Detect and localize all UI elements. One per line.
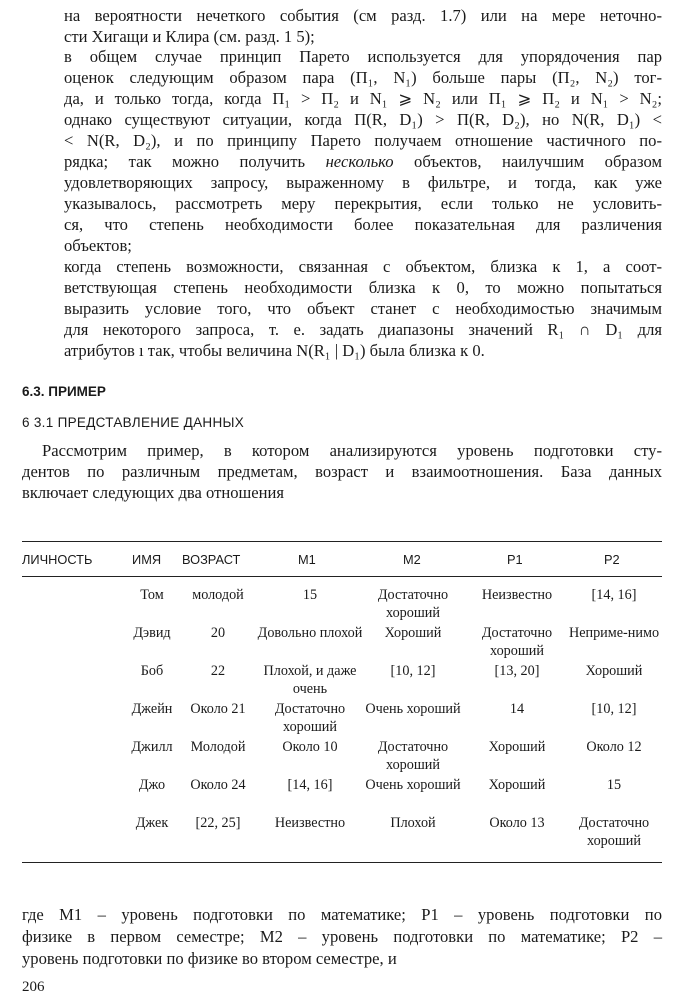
text-fragment: рядка; так можно получить xyxy=(64,152,306,171)
table-header-rule xyxy=(22,576,662,577)
text-line: атрибутов ı так, чтобы величина N(R₁ | D₁) была близка к 0. xyxy=(64,341,485,360)
table-cell: Достаточно хороший xyxy=(274,701,346,735)
table-cell: Джейн xyxy=(131,701,173,717)
subsection-title: 6 3.1 ПРЕДСТАВЛЕНИЕ ДАННЫХ xyxy=(22,415,245,430)
table-cell: Том xyxy=(140,587,164,603)
table-cell: Хороший xyxy=(585,663,643,679)
table-cell: [14, 16] xyxy=(591,587,637,603)
text-line: где M1 – уровень подготовки по математике; P1 – уровень подготовки по xyxy=(22,905,662,924)
text-line: на вероятности нечеткого события (см разд. 1.7) или на мере неточно- xyxy=(64,6,662,25)
table-cell: Джилл xyxy=(131,739,173,755)
table-cell: Дэвид xyxy=(133,625,171,641)
table-cell: Молодой xyxy=(190,739,246,755)
column-header: P2 xyxy=(604,552,620,567)
text-line: удовлетворяющих запросу, выраженному в фильтре, и тогда, как уже xyxy=(64,173,662,192)
table-cell: молодой xyxy=(192,587,244,603)
column-header: ВОЗРАСТ xyxy=(182,552,241,567)
table-cell: Плохой, и даже очень xyxy=(263,663,357,697)
table-bottom-rule xyxy=(22,862,662,863)
text-line: в общем случае принцип Парето используется для упорядочения пар xyxy=(64,47,662,66)
column-header: M2 xyxy=(403,552,421,567)
table-cell: Неприме-нимо xyxy=(568,625,660,641)
text-line: ветствующая степень необходимости близка к 0, то можно попытаться xyxy=(64,278,662,297)
column-header: ЛИЧНОСТЬ xyxy=(22,552,93,567)
table-cell: [10, 12] xyxy=(591,701,637,717)
text-line: сти Хигащи и Клира (см. разд. 1 5); xyxy=(64,27,315,46)
section-title: 6.3. ПРИМЕР xyxy=(22,384,106,399)
table-cell: Около 10 xyxy=(282,739,338,755)
text-fragment: объектов, наилучшим образом xyxy=(414,152,662,171)
table-cell: Хороший xyxy=(384,625,442,641)
text-line: да, и только тогда, когда Π₁ > Π₂ и N₁ ⩾ N₂ или Π₁ ⩾ Π₂ и N₁ > N₂; xyxy=(64,89,662,108)
column-header: P1 xyxy=(507,552,523,567)
table-cell: Около 12 xyxy=(586,739,642,755)
table-cell: 15 xyxy=(606,777,622,793)
text-line: Рассмотрим пример, в котором анализируются уровень подготовки сту- xyxy=(42,441,662,460)
text-line: оценок следующим образом пара (Π₁, N₁) больше пары (Π₂, N₂) тог- xyxy=(64,68,662,87)
table-cell: [22, 25] xyxy=(195,815,241,831)
text-line: указывалось, рассмотреть меру перекрытия, если только не условить- xyxy=(64,194,662,213)
table-cell: Достаточно хороший xyxy=(481,625,553,659)
text-line-with-italic xyxy=(64,152,662,172)
text-line: однако существуют ситуации, когда Π(R, D₁) > Π(R, D₂), но N(R, D₁) < xyxy=(64,110,662,129)
table-cell: Хороший xyxy=(488,739,546,755)
table-cell: Джо xyxy=(138,777,166,793)
text-line: уровень подготовки по физике во втором семестре, и xyxy=(22,949,397,968)
column-header: ИМЯ xyxy=(132,552,162,567)
table-cell: Около 21 xyxy=(190,701,246,717)
text-line: включает следующих два отношения xyxy=(22,483,285,502)
text-line: ся, что степень необходимости более показательная для различения xyxy=(64,215,662,234)
table-cell: Боб xyxy=(140,663,164,679)
table-cell: [10, 12] xyxy=(390,663,436,679)
table-cell: Около 24 xyxy=(190,777,246,793)
table-cell: Около 13 xyxy=(489,815,545,831)
italic-word: несколько xyxy=(325,152,394,171)
table-cell: Достаточно хороший xyxy=(377,739,449,773)
table-cell: Достаточно хороший xyxy=(377,587,449,621)
table-cell: [14, 16] xyxy=(287,777,333,793)
text-line: когда степень возможности, связанная с объектом, близка к 1, а соот- xyxy=(64,257,662,276)
table-cell: 20 xyxy=(210,625,226,641)
table-cell: Неизвестно xyxy=(481,587,553,603)
text-line: для некоторого запроса, т. е. задать диапазоны значений R₁ ∩ D₁ для xyxy=(64,320,662,339)
table-cell: Джек xyxy=(135,815,169,831)
table-cell: Очень хороший xyxy=(365,777,461,793)
table-cell: Достаточно хороший xyxy=(578,815,650,849)
table-cell: Очень хороший xyxy=(365,701,461,717)
column-header: M1 xyxy=(298,552,316,567)
table-cell: [13, 20] xyxy=(494,663,540,679)
table-cell: Неизвестно xyxy=(274,815,346,831)
table-cell: 22 xyxy=(210,663,226,679)
table-cell: Довольно плохой xyxy=(257,625,363,641)
text-line: физике в первом семестре; M2 – уровень подготовки по математике; P2 – xyxy=(22,927,662,946)
page-number: 206 xyxy=(22,979,45,995)
text-line: выразить условие того, что объект станет с необходимостью значимым xyxy=(64,299,662,318)
table-cell: Плохой xyxy=(390,815,436,831)
text-line: объектов; xyxy=(64,236,132,255)
text-line: < N(R, D₂), и по принципу Парето получаем отношение частичного по- xyxy=(64,131,662,150)
text-line: дентов по различным предметам, возраст и взаимоотношения. База данных xyxy=(22,462,662,481)
table-top-rule xyxy=(22,541,662,542)
table-cell: 14 xyxy=(509,701,525,717)
table-cell: 15 xyxy=(302,587,318,603)
table-cell: Хороший xyxy=(488,777,546,793)
